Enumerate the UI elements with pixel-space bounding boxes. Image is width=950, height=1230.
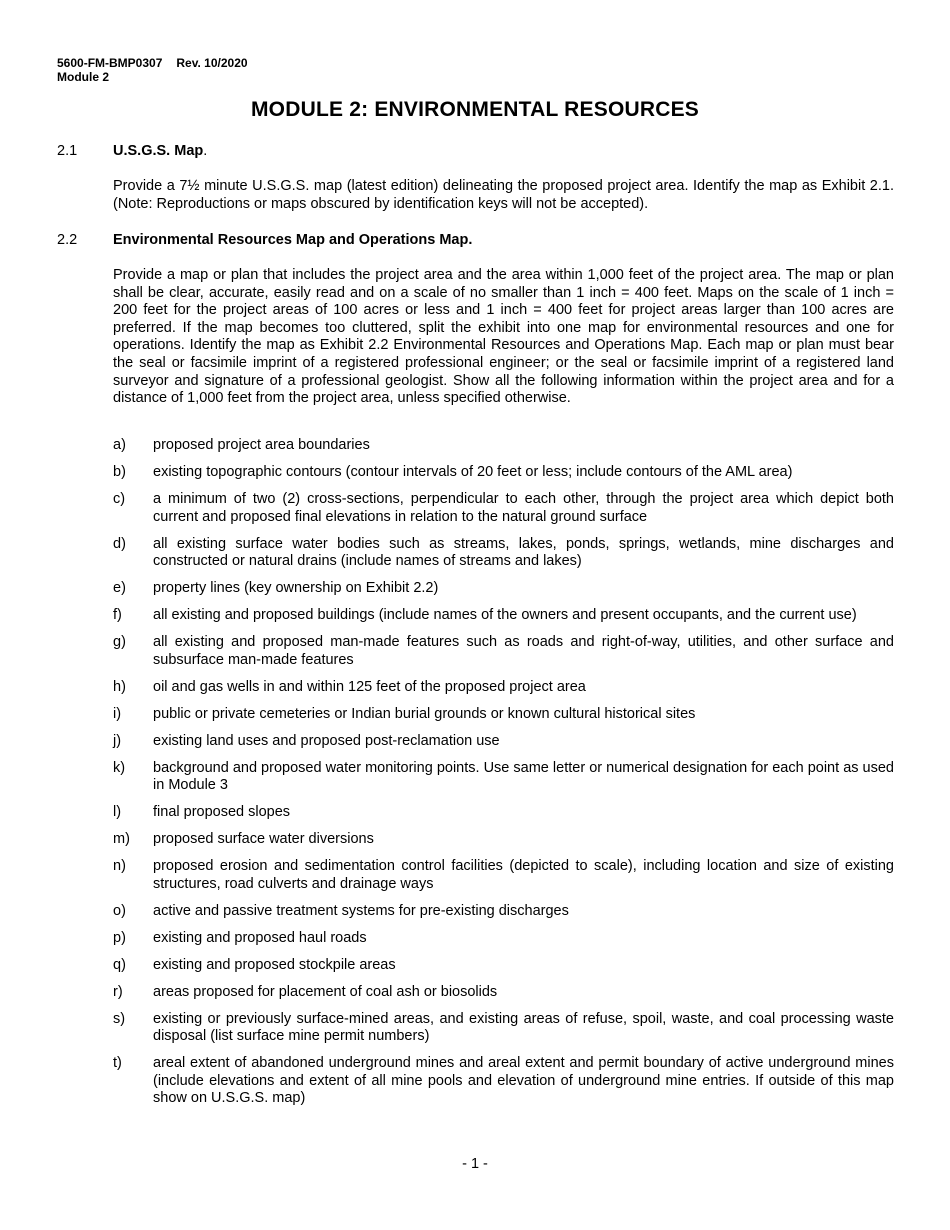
list-item	[113, 733, 894, 751]
section-title-suffix: .	[203, 143, 208, 159]
item-letter: b)	[113, 463, 126, 480]
list-item	[113, 760, 894, 795]
item-text: public or private cemeteries or Indian burial grounds or known cultural historical sites	[153, 705, 696, 722]
list-item	[113, 491, 894, 526]
list-item	[113, 858, 894, 893]
item-text: proposed surface water diversions	[153, 831, 374, 848]
item-text: existing or previously surface-mined areas, and existing areas of refuse, spoil, waste, and coal processing waste disposal (list surface mine permit numbers)	[153, 1010, 894, 1045]
item-letter: s)	[113, 1010, 126, 1027]
form-revision: Rev. 10/2020	[176, 56, 248, 70]
item-letter: l)	[113, 804, 122, 821]
section-2-2-body: Provide a map or plan that includes the project area and the area within 1,000 feet of the project area. The map or plan shall be clear, accurate, easily read and on a scale of no smaller than 1 inch = 400 feet. Maps on the scale of 1 inch = 200 feet for the project areas of 100 acres or less and 1 inch = 400 feet for project areas larger than 100 acres are preferred. If the map becomes too cluttered, split the exhibit into one map for environmental resources and one for operations. Identify the map as Exhibit 2.2 Environmental Resources and Operations Map. Each map or plan must bear the seal or facsimile imprint of a registered professional engineer; or the seal or facsimile imprint of a registered land surveyor and signature of a professional geologist. Show all the following information within the project area and for a distance of 1,000 feet from the project area, unless specified otherwise.	[113, 267, 894, 407]
list-item	[113, 706, 894, 724]
page-number: - 1 -	[462, 1156, 488, 1172]
item-text: oil and gas wells in and within 125 feet of the proposed project area	[153, 678, 586, 695]
item-letter: m)	[113, 831, 130, 848]
item-letter: f)	[113, 607, 122, 624]
section-number: 2.2	[57, 232, 78, 248]
item-text: areal extent of abandoned underground mines and areal extent and permit boundary of active underground mines (include elevations and extent of all mine pools and elevation of underground mine entries. If outside of this map show on U.S.G.S. map)	[153, 1055, 894, 1107]
section-2-1-body: Provide a 7½ minute U.S.G.S. map (latest edition) delineating the proposed project area. Identify the map as Exhibit 2.1. (Note: Reproductions or maps obscured by identification keys will not be accepted).	[113, 178, 894, 212]
item-text: all existing surface water bodies such as streams, lakes, ponds, springs, wetlands, mine discharges and constructed or natural drains (include names of streams and lakes)	[153, 535, 894, 570]
list-item	[113, 984, 894, 1002]
page-title: MODULE 2: ENVIRONMENTAL RESOURCES	[250, 98, 700, 121]
item-text: existing and proposed stockpile areas	[153, 956, 396, 973]
list-item	[113, 437, 894, 455]
item-letter: e)	[113, 580, 126, 597]
item-letter: d)	[113, 535, 126, 552]
list-item	[113, 580, 894, 598]
item-text: a minimum of two (2) cross-sections, perpendicular to each other, through the project area which depict both current and proposed final elevations in relation to the natural ground surface	[153, 490, 894, 525]
item-letter: h)	[113, 678, 126, 695]
item-letter: q)	[113, 956, 126, 973]
item-letter: i)	[113, 705, 122, 722]
list-item	[113, 536, 894, 571]
list-item	[113, 679, 894, 697]
item-text: areas proposed for placement of coal ash or biosolids	[153, 983, 498, 1000]
item-text: proposed project area boundaries	[153, 437, 370, 453]
item-letter: p)	[113, 929, 126, 946]
section-heading-2-2	[57, 232, 472, 248]
item-text: property lines (key ownership on Exhibit 2.2)	[153, 580, 439, 597]
list-item	[113, 903, 894, 921]
list-item	[113, 1055, 894, 1108]
form-id: 5600-FM-BMP0307	[57, 56, 163, 70]
requirements-list	[113, 437, 894, 1117]
item-text: all existing and proposed man-made features such as roads and right-of-way, utilities, and other surface and subsurface man-made features	[153, 634, 894, 668]
form-header	[57, 56, 248, 84]
list-item	[113, 1011, 894, 1046]
item-letter: n)	[113, 858, 126, 875]
item-letter: c)	[113, 490, 126, 507]
list-item	[113, 957, 894, 975]
list-item	[113, 804, 894, 822]
item-letter: o)	[113, 902, 126, 919]
item-text: active and passive treatment systems for pre-existing discharges	[153, 902, 569, 919]
item-text: proposed erosion and sedimentation control facilities (depicted to scale), including location and size of existing structures, road culverts and drainage ways	[153, 858, 894, 892]
item-text: existing topographic contours (contour intervals of 20 feet or less; include contours of the AML area)	[153, 463, 793, 480]
item-text: all existing and proposed buildings (include names of the owners and present occupants, and the current use)	[153, 607, 857, 624]
list-item	[113, 634, 894, 669]
list-item	[113, 930, 894, 948]
list-item	[113, 607, 894, 625]
form-module: Module 2	[57, 70, 110, 84]
section-title: Environmental Resources Map and Operations Map.	[113, 232, 473, 248]
item-text: existing land uses and proposed post-reclamation use	[153, 732, 500, 749]
section-number: 2.1	[57, 143, 78, 159]
item-letter: k)	[113, 759, 126, 776]
item-letter: g)	[113, 634, 126, 651]
list-item	[113, 464, 894, 482]
item-text: background and proposed water monitoring points. Use same letter or numerical designation for each point as used in Module 3	[153, 759, 894, 794]
item-text: existing and proposed haul roads	[153, 929, 367, 946]
section-heading-2-1	[57, 143, 207, 159]
item-letter: r)	[113, 983, 123, 1000]
list-item	[113, 831, 894, 849]
item-letter: t)	[113, 1055, 122, 1072]
item-text: final proposed slopes	[153, 804, 291, 821]
item-letter: a)	[113, 437, 126, 453]
item-letter: j)	[113, 732, 122, 749]
section-title: U.S.G.S. Map	[113, 143, 204, 159]
